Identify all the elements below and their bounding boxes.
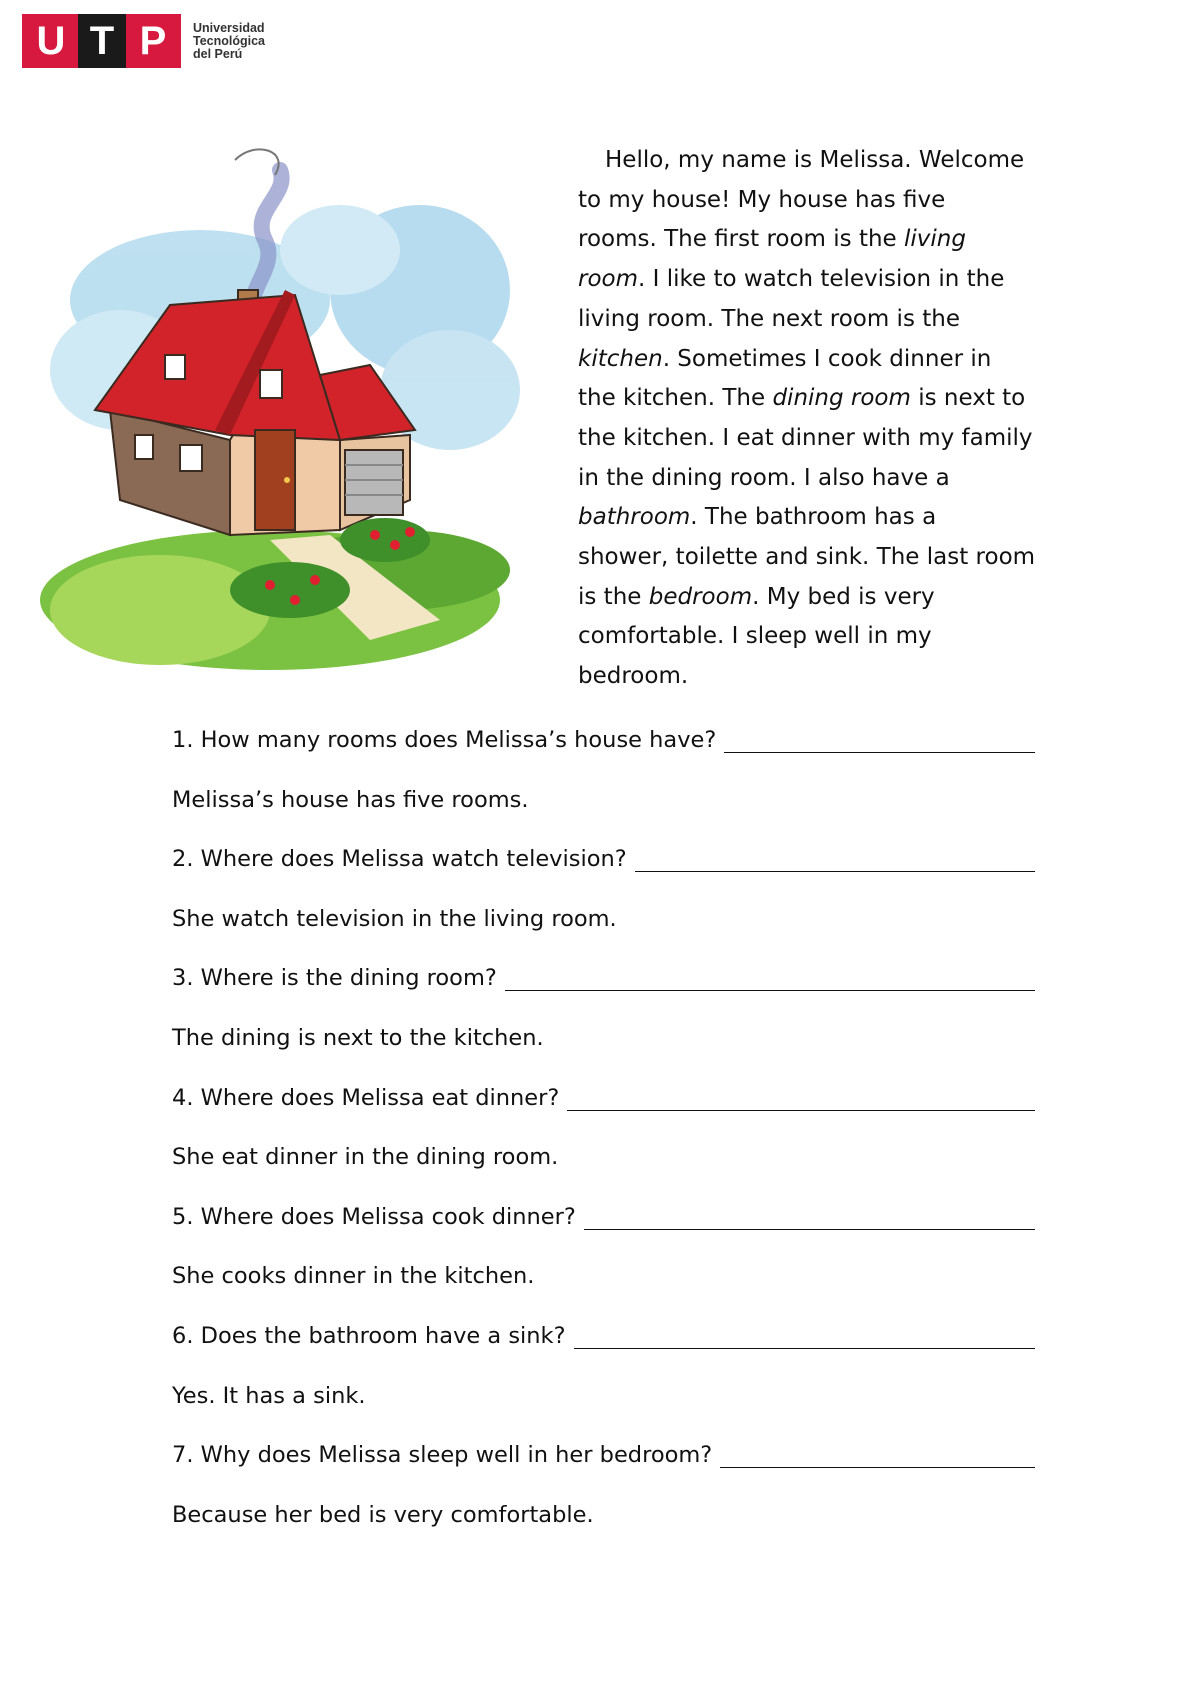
story-text: in the dining room. I also have a	[578, 464, 950, 491]
question-row	[172, 727, 1052, 753]
story-room-name: dining room	[772, 385, 911, 412]
story-text: comfortable. I sleep well in my	[578, 623, 932, 650]
question-text: 3. Where is the dining room?	[172, 965, 497, 992]
story-text: . The bathroom has a	[690, 504, 937, 531]
question-text: 7. Why does Melissa sleep well in her bedroom?	[172, 1442, 713, 1469]
answer-text: She eat dinner in the dining room.	[172, 1144, 559, 1171]
logo-wordmark	[193, 22, 265, 61]
story-line	[578, 419, 1048, 459]
question-row	[172, 1204, 1052, 1230]
question-text: 6. Does the bathroom have a sink?	[172, 1323, 566, 1349]
story-line	[578, 459, 1048, 499]
story-text: rooms. The first room is the	[578, 226, 904, 253]
answer-text: She watch television in the living room.	[172, 905, 617, 932]
utp-logo	[22, 14, 265, 68]
story-text: Hello, my name is Melissa. Welcome	[605, 147, 1025, 173]
story-line	[578, 657, 1048, 697]
answer-text: Melissa’s house has five rooms.	[172, 786, 529, 813]
story-line	[578, 498, 1048, 538]
garage-door	[345, 450, 403, 515]
question-row	[172, 1323, 1052, 1349]
story-line	[578, 538, 1048, 578]
question-row	[172, 846, 1052, 872]
story-room-name: living	[904, 226, 966, 253]
story-text: is the	[578, 583, 649, 610]
story-line	[578, 578, 1048, 618]
question-row	[172, 1085, 1052, 1111]
question-text: 4. Where does Melissa eat dinner?	[172, 1084, 560, 1111]
story-text: . I like to watch television in the	[638, 266, 1005, 293]
story-line	[578, 300, 1048, 340]
story-room-name: room	[578, 266, 639, 293]
answer-blank-line[interactable]	[574, 1326, 1035, 1349]
answer-blank-line[interactable]	[584, 1207, 1035, 1230]
story-line	[578, 340, 1048, 380]
logo-line-1: Universidad	[193, 20, 265, 35]
logo-letter-u: U	[36, 18, 66, 63]
story-room-name: bedroom	[648, 583, 753, 610]
question-text: 1. How many rooms does Melissa’s house have?	[172, 727, 717, 753]
side-window-1	[135, 435, 153, 459]
story-text: . Sometimes I cook dinner in	[662, 345, 992, 372]
story-text: bedroom.	[578, 663, 689, 690]
story-line	[578, 220, 1048, 260]
story-line	[578, 141, 1048, 181]
question-text: 2. Where does Melissa watch television?	[172, 846, 627, 873]
story-line	[578, 260, 1048, 300]
story-text: the kitchen. I eat dinner with my family	[578, 424, 1033, 451]
logo-line-3: del Perú	[193, 46, 243, 61]
answer-text: The dining is next to the kitchen.	[172, 1025, 544, 1051]
logo-badge	[22, 14, 181, 68]
answer-blank-line[interactable]	[505, 968, 1035, 991]
answer-blank-line[interactable]	[724, 730, 1035, 753]
story-line	[578, 181, 1048, 221]
logo-letter-t: T	[78, 14, 126, 68]
question-row	[172, 1442, 1052, 1468]
house-illustration	[40, 140, 530, 690]
attic-window	[165, 355, 185, 379]
story-text: living room. The next room is the	[578, 305, 960, 332]
story-line	[578, 379, 1048, 419]
story-paragraph	[578, 141, 1048, 697]
story-text: shower, toilette and sink. The last room	[578, 544, 1036, 571]
front-window	[260, 370, 282, 398]
story-room-name: bathroom	[578, 504, 691, 531]
logo-line-2: Tecnológica	[193, 33, 266, 48]
side-window-2	[180, 445, 202, 471]
answer-text: Yes. It has a sink.	[172, 1382, 366, 1409]
story-text: is next to	[910, 385, 1026, 412]
answer-text: Because her bed is very comfortable.	[172, 1501, 594, 1528]
story-text: . My bed is very	[752, 583, 935, 610]
answer-blank-line[interactable]	[720, 1445, 1035, 1468]
question-row	[172, 965, 1052, 991]
answer-blank-line[interactable]	[567, 1088, 1035, 1111]
story-line	[578, 617, 1048, 657]
story-text: to my house! My house has five	[578, 186, 946, 213]
story-text: the kitchen. The	[578, 385, 773, 412]
answer-blank-line[interactable]	[635, 849, 1035, 872]
logo-letter-p: P	[139, 18, 167, 63]
answer-text: She cooks dinner in the kitchen.	[172, 1263, 535, 1290]
story-room-name: kitchen	[578, 345, 663, 372]
question-text: 5. Where does Melissa cook dinner?	[172, 1203, 576, 1230]
